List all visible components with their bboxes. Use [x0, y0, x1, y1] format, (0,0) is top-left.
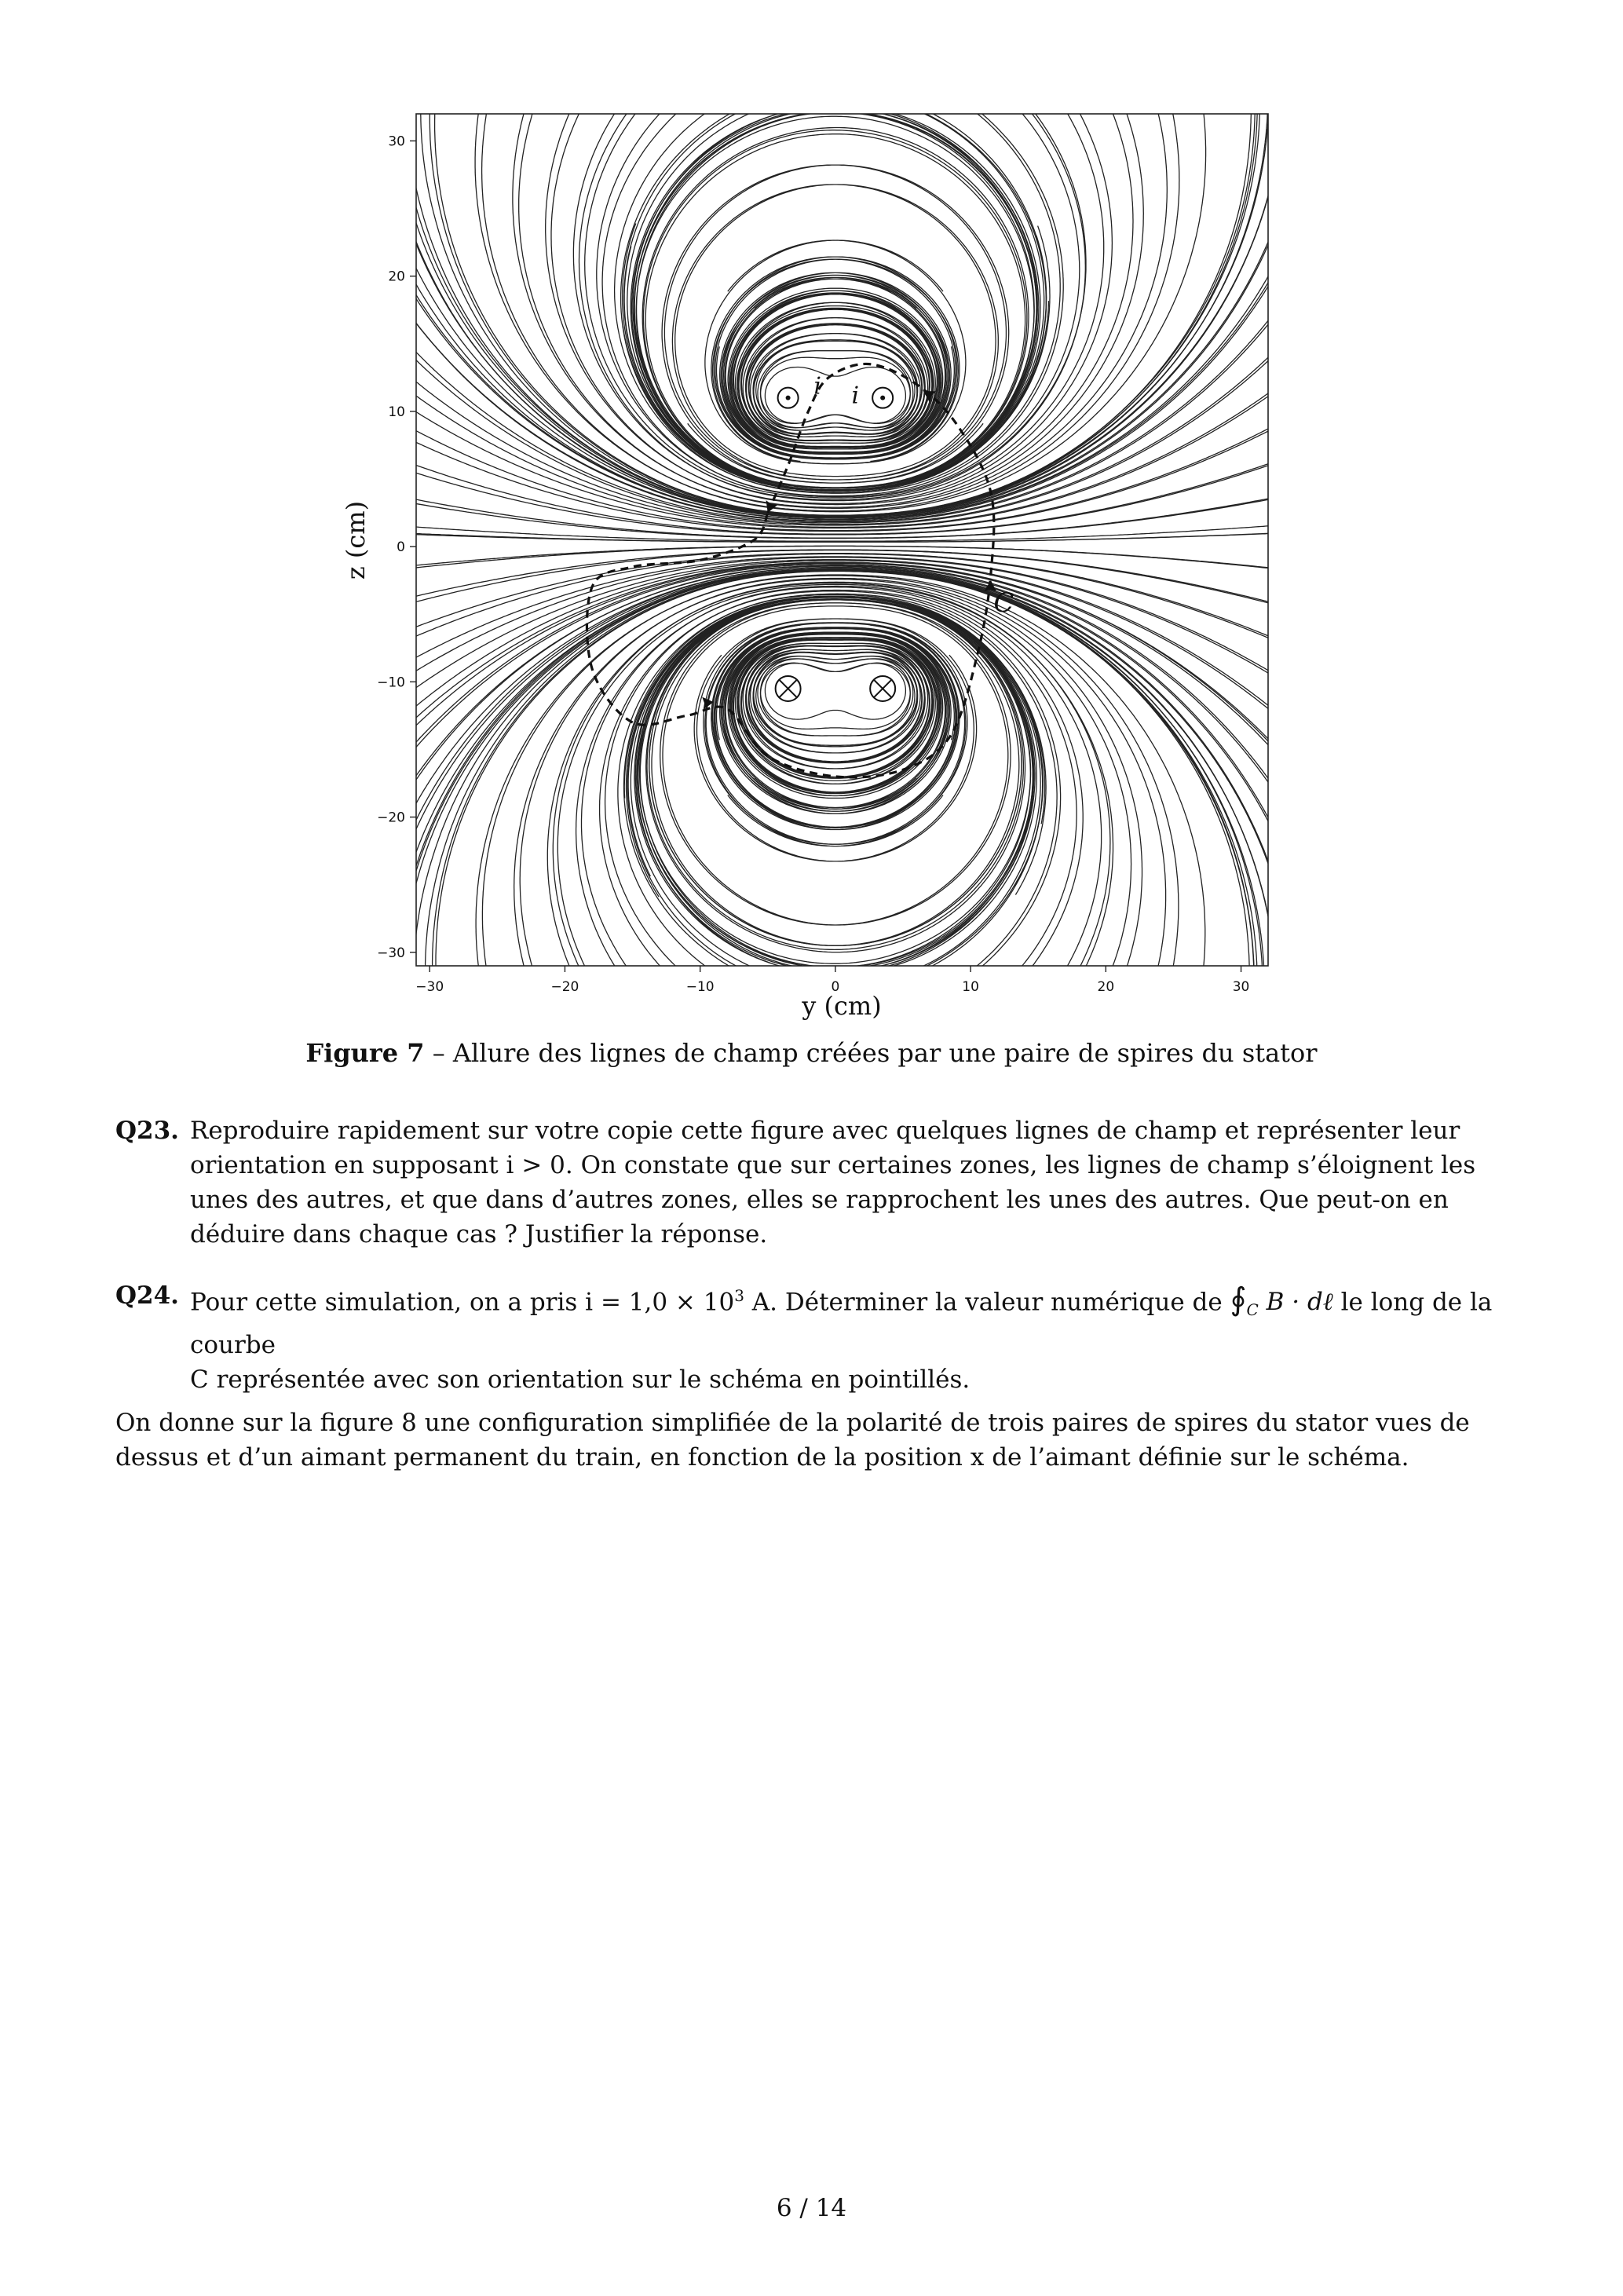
wire-label-right: i [851, 382, 860, 410]
x-tick-label: −30 [415, 979, 444, 995]
field-line [627, 100, 1044, 490]
field-line [726, 279, 945, 452]
question-24-text-d: C représentée avec son orientation sur le schéma en pointillés. [190, 1365, 971, 1394]
y-tick-label: 30 [388, 133, 405, 150]
x-tick-label: 0 [831, 979, 840, 995]
field-line [726, 634, 945, 808]
question-24-exponent: 3 [734, 1286, 744, 1305]
y-tick-label: 10 [388, 404, 405, 420]
question-24 [115, 1278, 1513, 1397]
y-tick-label: −10 [377, 675, 405, 691]
wire-in-icon [870, 676, 895, 701]
x-axis-label: y (cm) [802, 991, 882, 1021]
question-23-text: Reproduire rapidement sur votre copie cette figure avec quelques lignes de champ et représenter leur orientation en supposant i > 0. On constate que sur certaines zones, les lignes de champ s’éloignent les unes des autres, et que dans d’autres zones, elles se rapprochent les unes des autres. Que peut-on en déduire dans chaque cas ? Justifier la réponse. [190, 1117, 1476, 1249]
x-tick-label: −10 [685, 979, 715, 995]
curve-arrow-icon [766, 500, 778, 513]
page-number: 6 / 14 [776, 2194, 847, 2222]
question-23 [115, 1113, 1513, 1252]
integral-subscript: C [1246, 1300, 1259, 1320]
y-tick-label: −20 [377, 810, 405, 826]
line-integral [1230, 1282, 1333, 1327]
question-24-text-b: A. Déterminer la valeur numérique de [744, 1288, 1230, 1317]
question-24-number: Q24. [115, 1281, 179, 1310]
figure-caption [0, 1038, 1623, 1068]
field-line [403, 569, 1276, 981]
field-lines-figure [314, 94, 1303, 1021]
field-line [413, 570, 1276, 982]
x-tick-label: 20 [1097, 979, 1115, 995]
paragraph-figure-8: On donne sur la figure 8 une configuration simplifiée de la polarité de trois paires de spires du stator vues de dessus et d’un aimant permanent du train, en fonction de la position x de l’aimant définie sur le schéma. [115, 1409, 1470, 1472]
figure-caption-text: – Allure des lignes de champ créées par une paire de spires du stator [424, 1038, 1318, 1068]
wire-out-icon [778, 388, 799, 408]
integral-sign-icon: ∮ [1230, 1281, 1247, 1318]
x-tick-label: 10 [962, 979, 979, 995]
field-line [402, 569, 1282, 920]
question-24-text-a: Pour cette simulation, on a pris i = 1,0 × 10 [190, 1288, 735, 1317]
field-line [402, 421, 1283, 531]
curve-c-label: C [993, 587, 1014, 619]
question-24-text-c: le long de la courbe [190, 1288, 1493, 1359]
y-tick-label: 0 [397, 539, 405, 556]
field-line [585, 100, 1086, 498]
question-24-body [190, 1278, 1513, 1397]
y-axis-label: z (cm) [341, 500, 371, 580]
wire-out-icon [872, 388, 893, 408]
wire-label-left: i [813, 372, 821, 400]
x-tick-label: 30 [1232, 979, 1250, 995]
question-23-number: Q23. [115, 1117, 179, 1145]
y-tick-label: −30 [377, 945, 405, 961]
field-line [402, 568, 1282, 905]
field-line [402, 568, 1281, 851]
integral-body: B · dℓ [1266, 1288, 1333, 1317]
figure-caption-label: Figure 7 [305, 1038, 425, 1068]
y-tick-label: 20 [388, 269, 405, 285]
x-tick-label: −20 [550, 979, 579, 995]
field-line [402, 569, 1263, 980]
field-lines [400, 98, 1284, 982]
wire-in-icon [776, 676, 801, 701]
